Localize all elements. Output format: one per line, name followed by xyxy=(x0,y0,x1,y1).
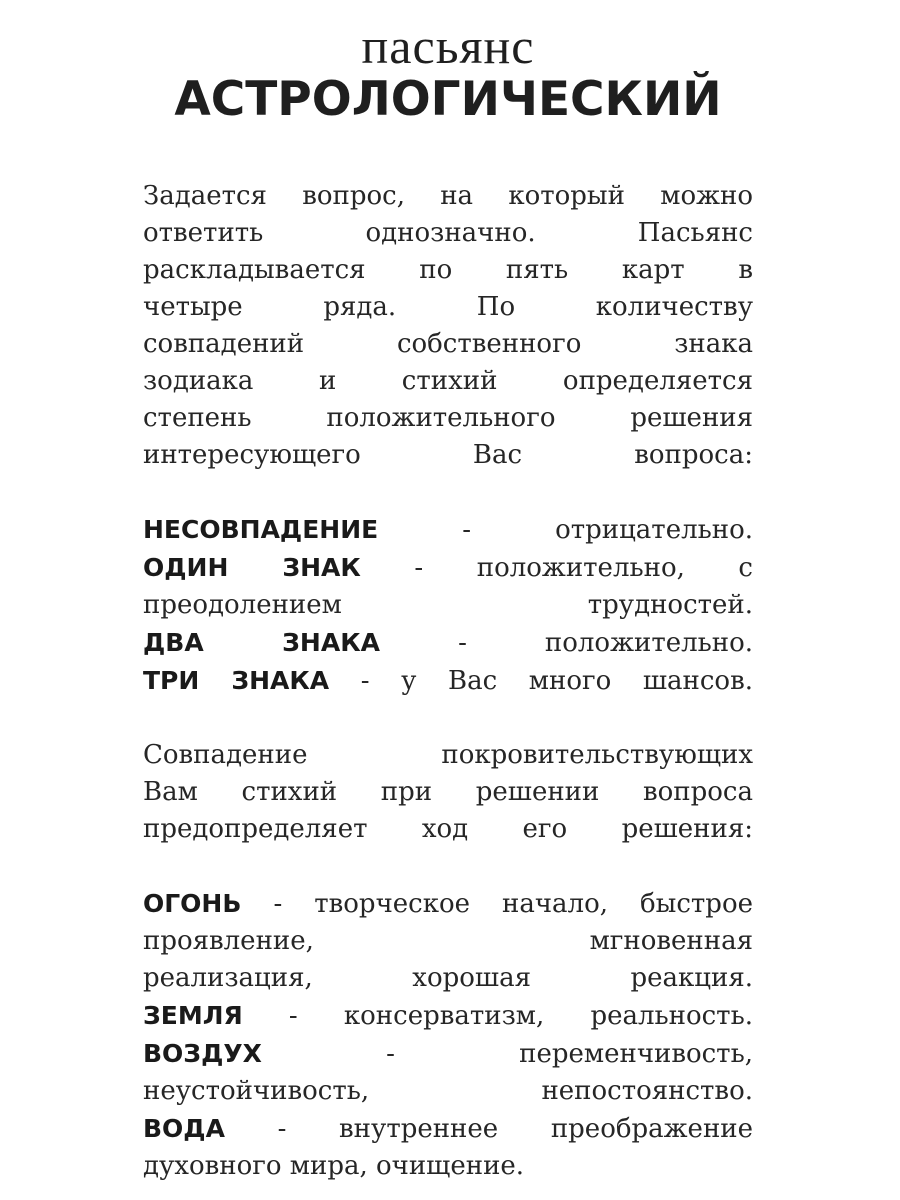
elements-intro-line: предопределяет ход его решения: xyxy=(143,814,753,844)
element-earth xyxy=(143,997,753,1035)
match-none-term: НЕСОВПАДЕНИЕ xyxy=(143,515,379,544)
match-one xyxy=(143,549,753,587)
intro-line: ответить однозначно. Пасьянс xyxy=(143,218,753,248)
match-none xyxy=(143,511,753,549)
matches-list xyxy=(143,511,753,700)
element-air-text: - переменчивость, xyxy=(261,1039,753,1069)
element-air-continued: неустойчивость, непостоянство. xyxy=(143,1076,753,1106)
match-one-text: - положительно, с xyxy=(360,553,753,583)
element-earth-term: ЗЕМЛЯ xyxy=(143,1001,243,1030)
match-one-term: ОДИН ЗНАК xyxy=(143,553,361,582)
intro-line: степень положительного решения xyxy=(143,403,753,433)
match-two xyxy=(143,624,753,662)
element-fire-continued: проявление, мгновенная xyxy=(143,926,753,956)
match-three-term: ТРИ ЗНАКА xyxy=(143,666,330,695)
element-fire-continued: реализация, хорошая реакция. xyxy=(143,963,753,993)
intro-line: раскладывается по пять карт в xyxy=(143,255,753,285)
title-small: пасьянс xyxy=(361,18,535,74)
element-water-continued: духовного мира, очищение. xyxy=(143,1151,525,1181)
intro-paragraph xyxy=(143,178,753,474)
element-fire-text: - творческое начало, быстрое xyxy=(241,889,753,919)
intro-line: совпадений собственного знака xyxy=(143,329,753,359)
elements-intro-line: Вам стихий при решении вопроса xyxy=(143,777,753,807)
element-fire-term: ОГОНЬ xyxy=(143,889,242,918)
intro-line: четыре ряда. По количеству xyxy=(143,292,753,322)
intro-line: интересующего Вас вопроса: xyxy=(143,440,753,470)
match-two-text: - положительно. xyxy=(380,628,754,658)
element-air-term: ВОЗДУХ xyxy=(143,1039,262,1068)
elements-list xyxy=(143,885,753,1185)
element-water-term: ВОДА xyxy=(143,1114,225,1143)
match-three-text: - у Вас много шансов. xyxy=(329,666,753,696)
element-water-text: - внутреннее преображение xyxy=(224,1114,753,1144)
match-three xyxy=(143,662,753,700)
intro-line: Задается вопрос, на который можно xyxy=(143,181,753,211)
match-none-text: - отрицательно. xyxy=(378,515,753,545)
match-two-term: ДВА ЗНАКА xyxy=(143,628,380,657)
element-water xyxy=(143,1110,753,1148)
elements-intro-paragraph xyxy=(143,737,753,848)
intro-line: зодиака и стихий определяется xyxy=(143,366,753,396)
title-main: АСТРОЛОГИЧЕСКИЙ xyxy=(174,72,722,127)
element-fire xyxy=(143,885,753,923)
match-one-continued: преодолением трудностей. xyxy=(143,590,753,620)
elements-intro-line: Совпадение покровительствующих xyxy=(143,740,753,770)
page xyxy=(143,20,753,1185)
element-earth-text: - консерватизм, реальность. xyxy=(242,1001,753,1031)
element-air xyxy=(143,1035,753,1073)
